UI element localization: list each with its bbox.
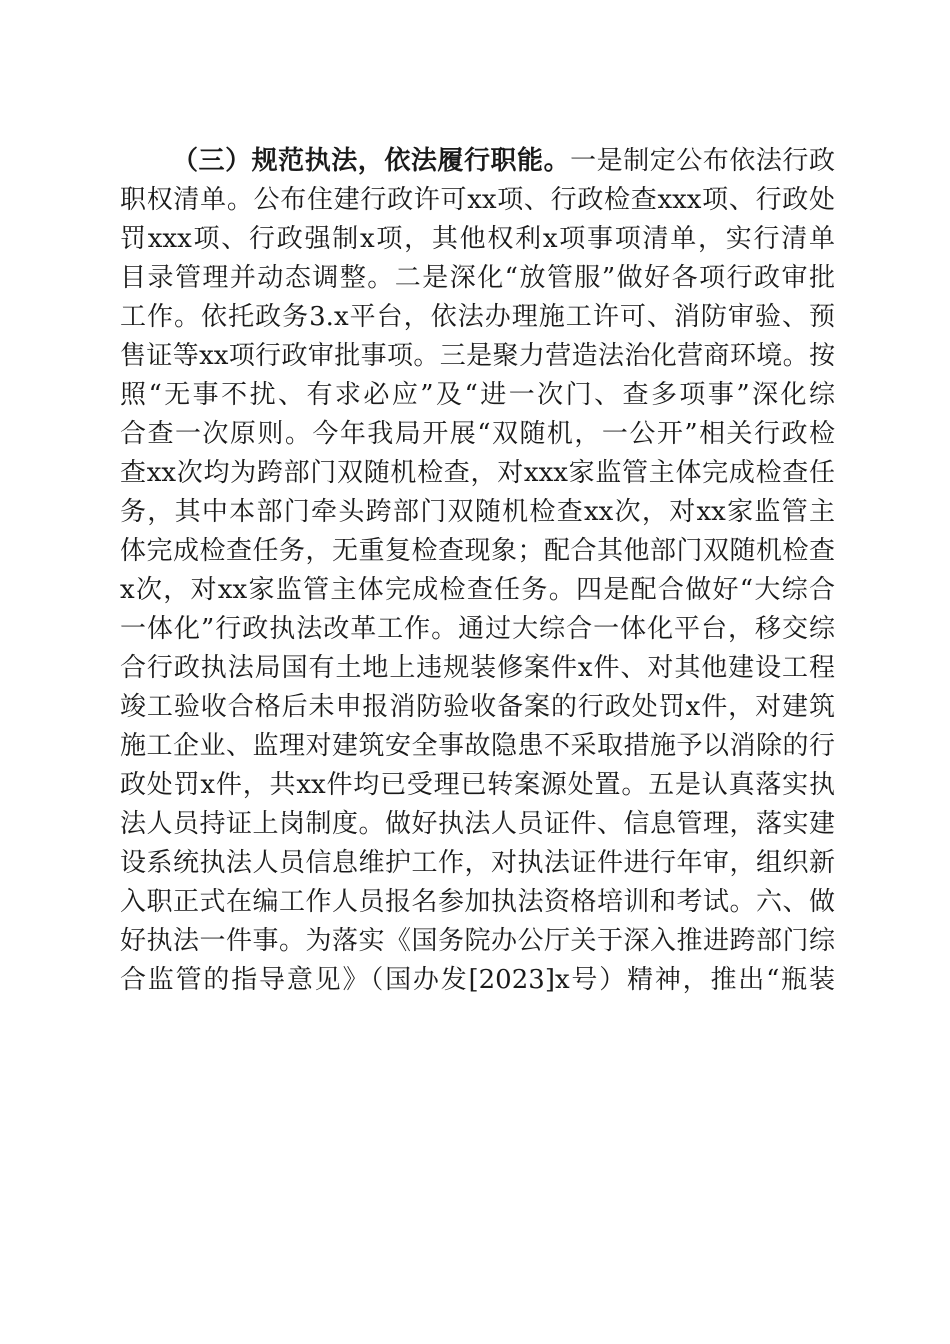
paragraph-line: 法人员持证上岗制度。做好执法人员证件、信息管理，落实建	[120, 809, 835, 839]
paragraph-line: 设系统执法人员信息维护工作，对执法证件进行年审，组织新	[120, 848, 835, 878]
paragraph-line: 照“无事不扰、有求必应”及“进一次门、查多项事”深化综	[120, 380, 835, 410]
paragraph-line: 竣工验收合格后未申报消防验收备案的行政处罚x件，对建筑	[120, 692, 835, 722]
paragraph-line: 职权清单。公布住建行政许可xx项、行政检查xxx项、行政处	[120, 185, 835, 215]
paragraph-line: 体完成检查任务，无重复检查现象；配合其他部门双随机检查	[120, 536, 835, 566]
paragraph-line: 施工企业、监理对建筑安全事故隐患不采取措施予以消除的行	[120, 731, 835, 761]
paragraph-line: 政处罚x件，共xx件均已受理已转案源处置。五是认真落实执	[120, 770, 835, 800]
paragraph-line: 一体化”行政执法改革工作。通过大综合一体化平台，移交综	[120, 614, 835, 644]
paragraph-line-text: 一是制定公布依法行政	[570, 146, 835, 176]
paragraph-line: 售证等xx项行政审批事项。三是聚力营造法治化营商环境。按	[120, 341, 835, 371]
paragraph-line: 罚xxx项、行政强制x项，其他权利x项事项清单，实行清单	[120, 224, 835, 254]
paragraph-line: 目录管理并动态调整。二是深化“放管服”做好各项行政审批	[120, 263, 835, 293]
body-paragraph	[120, 142, 835, 1000]
paragraph-line: x次，对xx家监管主体完成检查任务。四是配合做好“大综合	[120, 575, 835, 605]
paragraph-line: 查xx次均为跨部门双随机检查，对xxx家监管主体完成检查任	[120, 458, 835, 488]
paragraph-line: 入职正式在编工作人员报名参加执法资格培训和考试。六、做	[120, 887, 835, 917]
paragraph-line: 合监管的指导意见》（国办发[2023]x号）精神，推出“瓶装	[120, 965, 835, 995]
paragraph-line: 合行政执法局国有土地上违规装修案件x件、对其他建设工程	[120, 653, 835, 683]
section-heading: （三）规范执法，依法履行职能。	[172, 146, 571, 176]
paragraph-line: 合查一次原则。今年我局开展“双随机，一公开”相关行政检	[120, 419, 835, 449]
paragraph-line: 好执法一件事。为落实《国务院办公厅关于深入推进跨部门综	[120, 926, 835, 956]
paragraph-line: 务，其中本部门牵头跨部门双随机检查xx次，对xx家监管主	[120, 497, 835, 527]
paragraph-line: 工作。依托政务3.x平台，依法办理施工许可、消防审验、预	[120, 302, 835, 332]
paragraph-line	[120, 142, 835, 181]
